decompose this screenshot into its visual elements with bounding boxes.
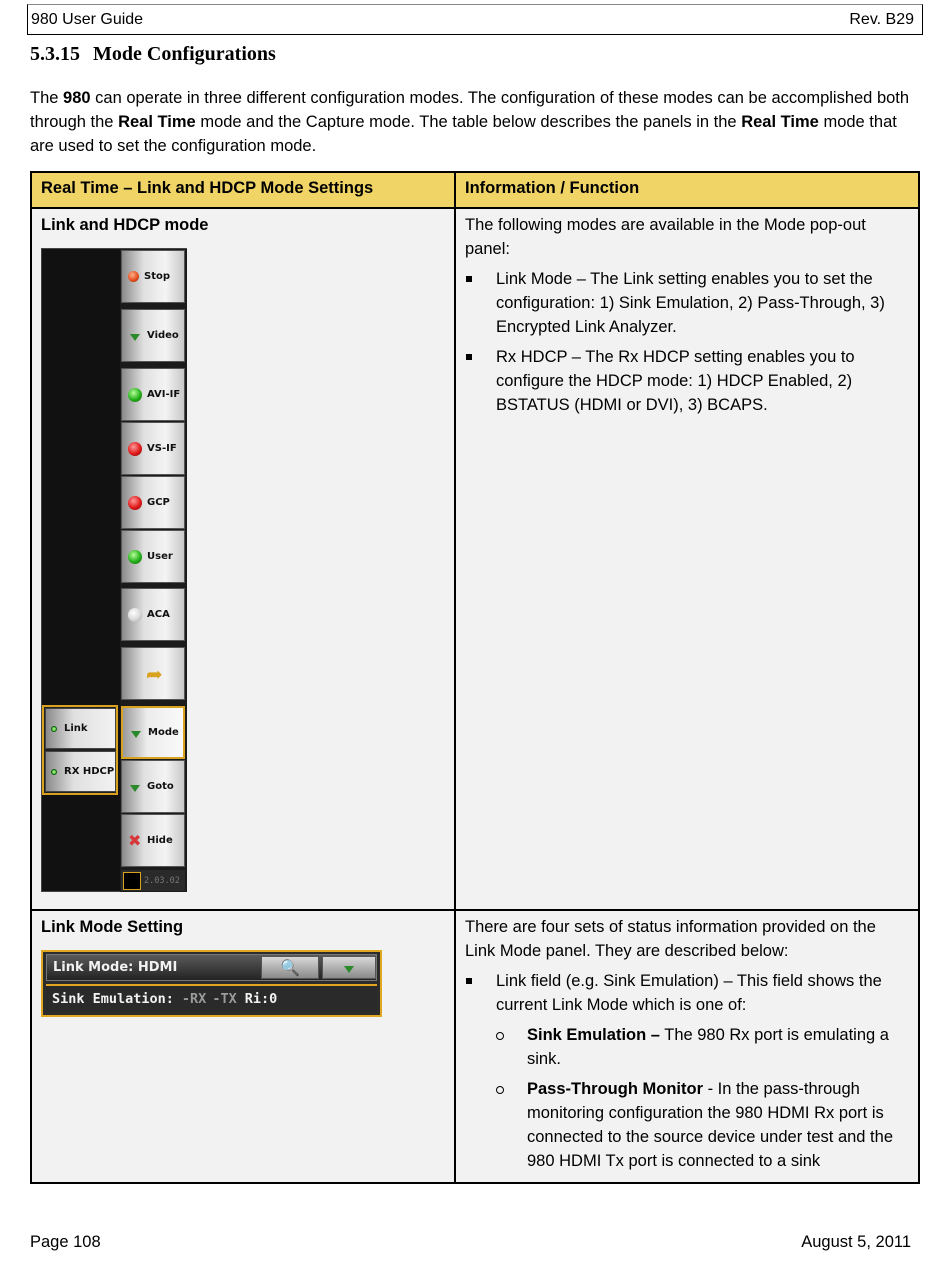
intro-bold: 980 [63,89,91,107]
goto-button[interactable] [121,760,185,813]
vs-if-button-label: VS-IF [147,442,177,454]
intro-text: mode and the Capture mode. The table below describes the panels in the [195,113,742,131]
intro-bold: Real Time [118,113,196,131]
rx-status: -RX [181,990,207,1007]
table-cell-right [455,910,919,1183]
table-header-function: Information / Function [455,172,919,208]
hide-button[interactable] [121,814,185,867]
list-item-text: Link field (e.g. Sink Emulation) – This field shows the current Link Mode which is one of: [496,972,882,1014]
link-mode-title-bar [46,954,377,981]
hide-button-label: Hide [147,834,173,846]
goto-button-label: Goto [147,780,174,792]
link-mode-title: Link Mode: HDMI [53,959,178,975]
video-button[interactable] [121,309,185,362]
table-row [31,208,919,910]
row1-intro: The following modes are available in the Mode pop-out panel: [465,216,866,258]
mode-button[interactable] [121,706,185,759]
user-button-label: User [147,550,173,562]
link-button-label: Link [64,722,88,734]
version-strip [121,870,185,891]
table-cell-right [455,208,919,910]
rx-hdcp-button[interactable] [45,751,116,792]
tx-status: -TX [212,990,237,1007]
sub-list-item [496,1023,909,1071]
version-label: 2.03.02 [144,875,180,886]
rx-hdcp-button-label: RX HDCP [64,765,115,777]
avi-if-button-label: AVI-IF [147,388,181,400]
sub-list [496,1023,909,1173]
logo-icon [123,872,141,890]
stop-button-label: Stop [144,270,171,282]
row2-bullet-list [465,969,909,1173]
back-button[interactable] [121,647,185,700]
intro-text: The [30,89,64,107]
section-number: 5.3.15 [30,43,80,65]
row-title-link-mode: Link Mode Setting [41,918,184,936]
stop-button[interactable] [121,250,185,303]
gcp-button[interactable] [121,476,185,529]
link-mode-dropdown-button[interactable] [322,956,376,979]
close-x-icon: ✖ [128,830,142,850]
section-heading [30,43,276,66]
header-revision: Rev. B29 [849,10,914,28]
red-led-icon [128,442,142,456]
mode-popout-panel [42,705,118,795]
intro-bold: Real Time [741,113,819,131]
sub-item-term: Pass-Through Monitor [527,1080,703,1098]
page-footer [30,1233,911,1252]
link-mode-widget [41,950,382,1017]
row2-intro: There are four sets of status information provided on the Link Mode panel. They are described below: [465,918,876,960]
aca-button[interactable] [121,588,185,641]
back-arrow-icon: ➦ [146,661,163,686]
avi-if-button[interactable] [121,368,185,421]
gcp-button-label: GCP [147,496,170,508]
list-item: Link Mode – The Link setting enables you to set the configuration: 1) Sink Emulation, 2) Pass-Through, 3) Encrypted Link Analyzer. [465,267,909,339]
red-led-icon [128,496,142,510]
table-header-settings: Real Time – Link and HDCP Mode Settings [31,172,455,208]
side-button-column [120,249,187,892]
status-led-icon [51,769,57,775]
link-mode-status-line [46,984,377,1011]
intro-paragraph [30,86,920,158]
green-led-icon [128,388,142,402]
sub-list-item [496,1077,909,1173]
table-cell-left [31,910,455,1183]
table-cell-left [31,208,455,910]
ri-status: Ri:0 [244,990,278,1007]
page-header [27,4,923,35]
user-button[interactable] [121,530,185,583]
mode-button-label: Mode [148,726,179,738]
white-led-icon [128,608,142,622]
header-doc-title: 980 User Guide [31,10,144,28]
aca-button-label: ACA [147,608,170,620]
page-number: Page 108 [30,1233,101,1251]
stop-led-icon [128,271,139,282]
section-title: Mode Configurations [93,43,276,65]
list-item: Rx HDCP – The Rx HDCP setting enables you to configure the HDCP mode: 1) HDCP Enabled, 2) BSTATUS (HDMI or DVI), 3) BCAPS. [465,345,909,417]
link-button[interactable] [45,708,116,749]
intro-text: mode that are used to set the configuration mode. [30,113,897,155]
sub-item-term: Sink Emulation – [527,1026,660,1044]
list-item [465,969,909,1173]
dropdown-triangle-icon [130,785,140,792]
dropdown-triangle-icon [131,731,141,738]
magnifier-icon: 🔍 [280,957,300,977]
sub-item-text: - In the pass-through monitoring configuration the 980 HDMI Rx port is connected to the source device under test and the 980 HDMI Tx port is connected to a sink [527,1080,893,1170]
dropdown-triangle-icon [344,966,354,973]
intro-text: can operate in three different configuration modes. The configuration of these modes can be accomplished both through the [30,89,910,131]
dropdown-triangle-icon [130,334,140,341]
row1-bullet-list [465,267,909,417]
sub-item-text: The 980 Rx port is emulating a sink. [527,1026,889,1068]
mode-settings-table [30,171,920,1184]
zoom-button[interactable] [261,956,319,979]
page-date: August 5, 2011 [801,1233,911,1251]
row-title-link-hdcp: Link and HDCP mode [41,216,209,234]
status-led-icon [51,726,57,732]
table-row [31,910,919,1183]
device-control-panel [41,248,187,892]
link-field: Sink Emulation: [52,990,174,1007]
vs-if-button[interactable] [121,422,185,475]
video-button-label: Video [147,329,179,341]
green-led-icon [128,550,142,564]
